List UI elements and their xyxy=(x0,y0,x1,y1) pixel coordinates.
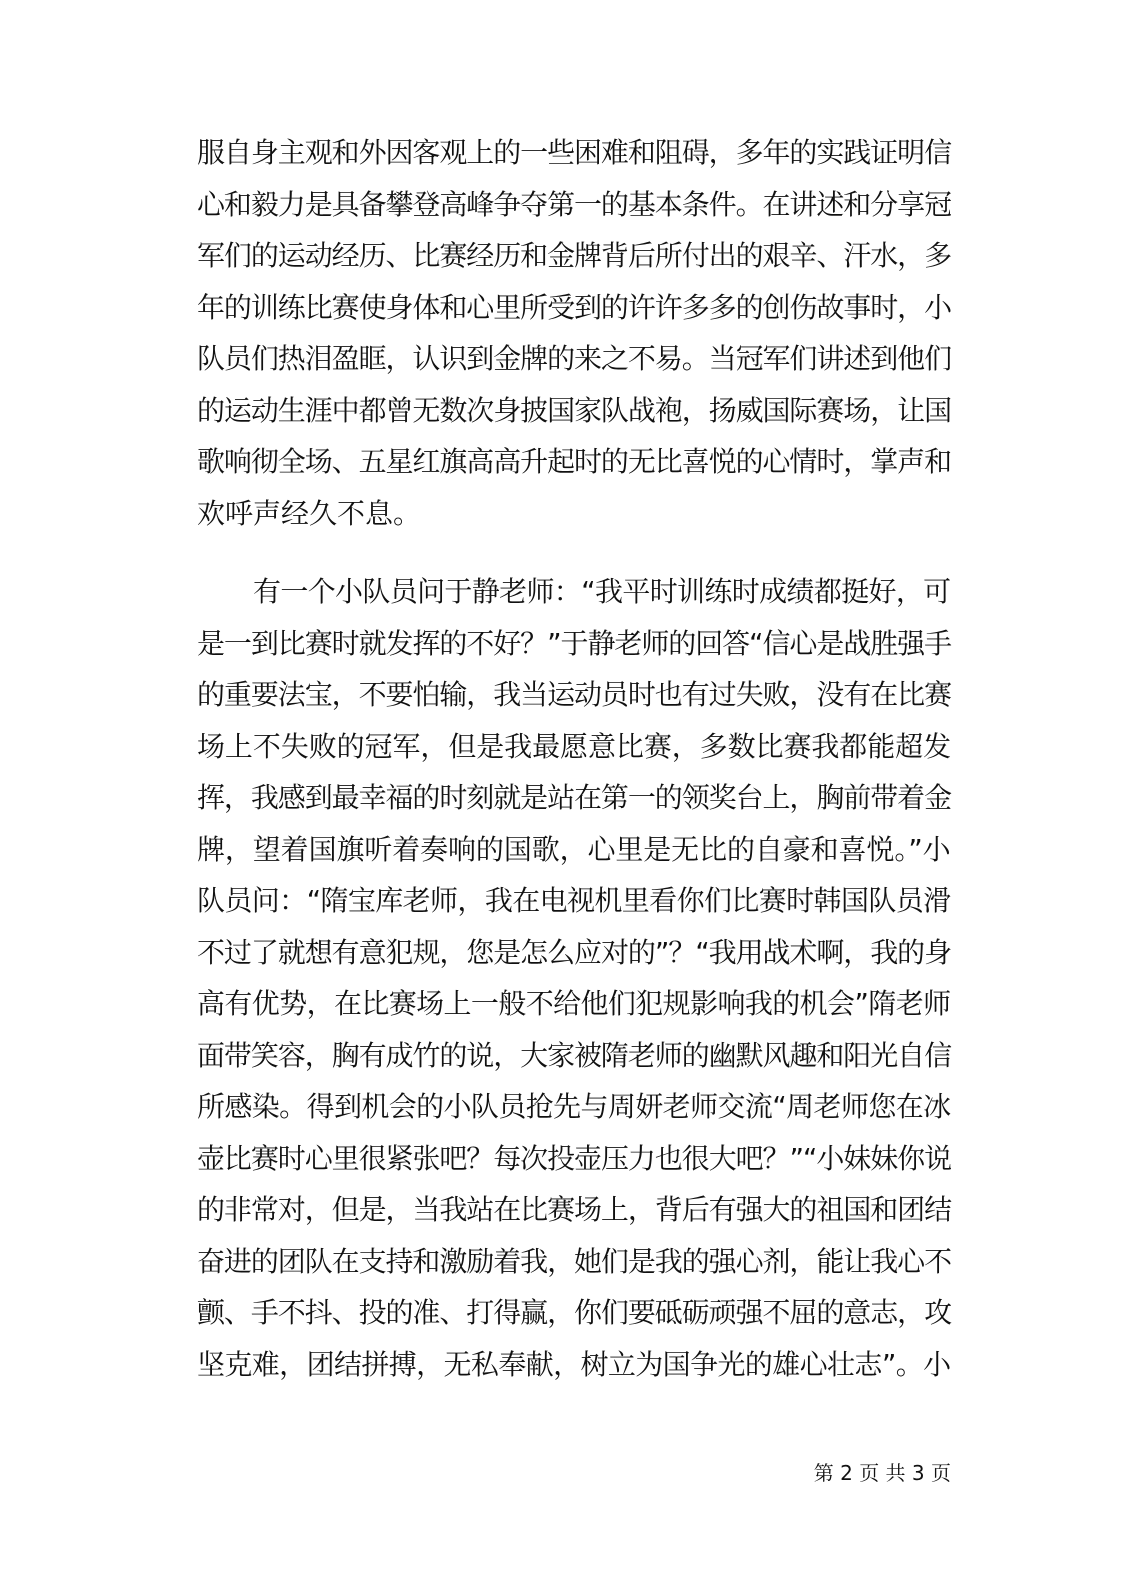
text-line: 所感染。得到机会的小队员抢先与周妍老师交流“周老师您在冰 xyxy=(197,1090,951,1123)
text-line: 奋进的团队在支持和激励着我，她们是我的强心剂，能让我心不 xyxy=(197,1244,952,1278)
text-line: 坚克难，团结拼搏，无私奉献，树立为国争光的雄心壮志”。小 xyxy=(197,1347,951,1381)
page-body xyxy=(197,127,951,1390)
text-line: 挥，我感到最幸福的时刻就是站在第一的领奖台上，胸前带着金 xyxy=(197,781,952,814)
text-line: 年的训练比赛使身体和心里所受到的许许多多的创伤故事时，小 xyxy=(197,290,952,324)
text-line: 的重要法宝，不要怕输，我当运动员时也有过失败，没有在比赛 xyxy=(197,678,952,711)
text-line: 壶比赛时心里很紧张吧？每次投壶压力也很大吧？”“小妹妹你说 xyxy=(197,1141,952,1175)
text-line: 是一到比赛时就发挥的不好？”于静老师的回答“信心是战胜强手 xyxy=(197,626,952,660)
text-line: 队员们热泪盈眶，认识到金牌的来之不易。当冠军们讲述到他们 xyxy=(197,342,952,375)
text-line: 有一个小队员问于静老师：“我平时训练时成绩都挺好，可 xyxy=(253,575,951,608)
text-line: 队员问：“隋宝库老师，我在电视机里看你们比赛时韩国队员滑 xyxy=(197,884,951,917)
text-line: 高有优势，在比赛场上一般不给他们犯规影响我的机会”隋老师 xyxy=(197,987,951,1020)
paragraph-1 xyxy=(197,127,951,539)
text-line: 面带笑容，胸有成竹的说，大家被隋老师的幽默风趣和阳光自信 xyxy=(197,1038,952,1072)
text-line: 颤、手不抖、投的准、打得赢，你们要砥砺顽强不屈的意志，攻 xyxy=(197,1296,952,1329)
text-line: 服自身主观和外因客观上的一些困难和阻碍，多年的实践证明信 xyxy=(197,136,952,169)
page-footer xyxy=(197,1461,951,1485)
paragraph-2 xyxy=(197,566,951,1390)
page-number-label: 第 2 页 共 3 页 xyxy=(813,1461,951,1485)
text-line: 场上不失败的冠军，但是我最愿意比赛，多数比赛我都能超发 xyxy=(197,729,952,763)
text-line: 的运动生涯中都曾无数次身披国家队战袍，扬威国际赛场，让国 xyxy=(197,393,952,427)
text-line: 不过了就想有意犯规，您是怎么应对的”？“我用战术啊，我的身 xyxy=(197,935,952,969)
text-line: 心和毅力是具备攀登高峰争夺第一的基本条件。在讲述和分享冠 xyxy=(197,187,952,221)
text-line: 歌响彻全场、五星红旗高高升起时的无比喜悦的心情时，掌声和 xyxy=(197,445,952,478)
text-line: 牌，望着国旗听着奏响的国歌，心里是无比的自豪和喜悦。”小 xyxy=(197,832,951,866)
text-line: 军们的运动经历、比赛经历和金牌背后所付出的艰辛、汗水，多 xyxy=(197,239,952,272)
text-line: 的非常对，但是，当我站在比赛场上，背后有强大的祖国和团结 xyxy=(197,1193,952,1226)
text-line: 欢呼声经久不息。 xyxy=(197,496,422,530)
